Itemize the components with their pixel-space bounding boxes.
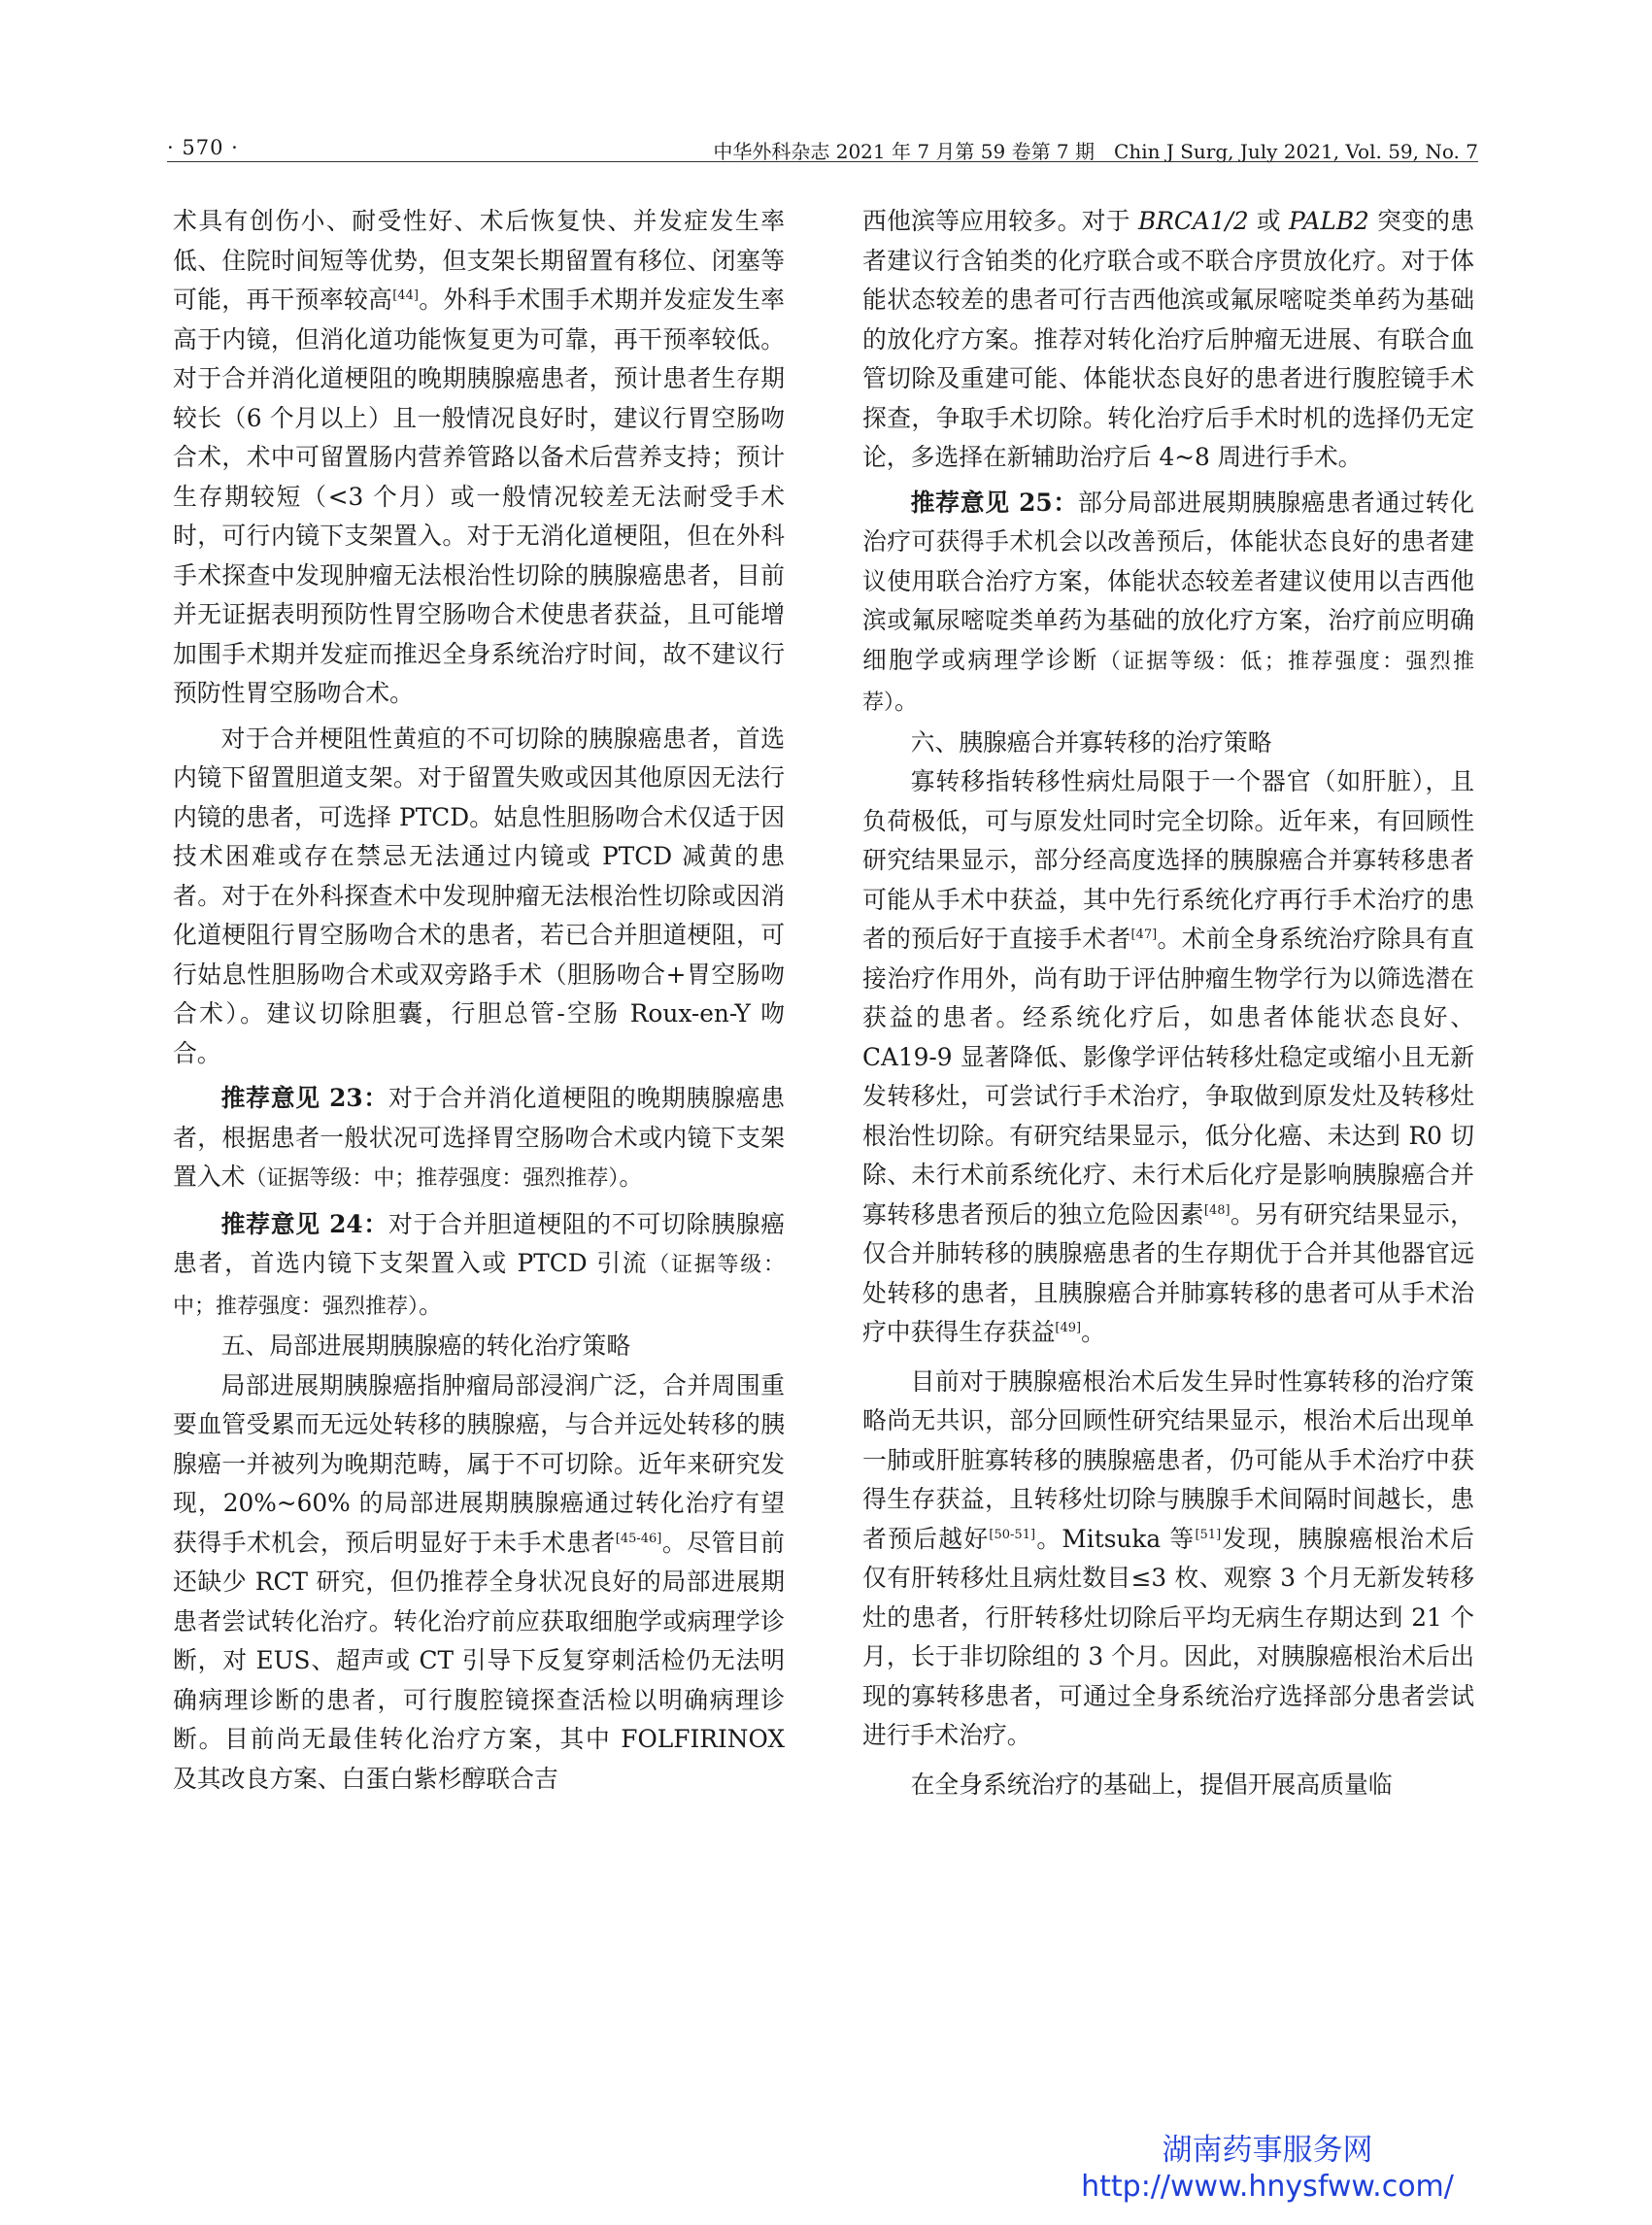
right-column — [862, 202, 1474, 1804]
paragraph: 西他滨等应用较多。对于 BRCA1/2 或 PALB2 突变的患者建议行含铂类的化疗联合或不联合序贯放化疗。对于体能状态较差的患者可行吉西他滨或氟尿嘧啶类单药为基础的放化疗方案。推荐对转化治疗后肿瘤无进展、有联合血管切除及重建可能、体能状态良好的患者进行腹腔镜手术探查，争取手术切除。转化治疗后手术时机的选择仍无定论，多选择在新辅助治疗后 4~8 周进行手术。 — [862, 207, 1475, 471]
citation: [45-46] — [615, 1531, 662, 1546]
paragraph: 术具有创伤小、耐受性好、术后恢复快、并发症发生率低、住院时间短等优势，但支架长期留置有移位、闭塞等可能，再干预率较高[44]。外科手术围手术期并发症发生率高于内镜，但消化道功能恢复更为可靠，再干预率较低。对于合并消化道梗阻的晚期胰腺癌患者，预计患者生存期较长（6 个月以上）且一般情况良好时，建议行胃空肠吻合术，术中可留置肠内营养管路以备术后营养支持；预计生存期较短（<3 个月）或一般情况较差无法耐受手术时，可行内镜下支架置入。对于无消化道梗阻，但在外科手术探查中发现肿瘤无法根治性切除的胰腺癌患者，目前并无证据表明预防性胃空肠吻合术使患者获益，且可能增加围手术期并发症而推迟全身系统治疗时间，故不建议行预防性胃空肠吻合术。 — [173, 207, 785, 707]
section-heading: 六、胰腺癌合并寡转移的治疗策略 — [910, 727, 1272, 757]
gene-name: PALB2 — [1289, 207, 1369, 235]
paragraph: 目前对于胰腺癌根治术后发生异时性寡转移的治疗策略尚无共识，部分回顾性研究结果显示，根治术后出现单一肺或肝脏寡转移的胰腺癌患者，仍可能从手术治疗中获得生存获益，且转移灶切除与胰腺手术间隔时间越长，患者预后越好[50-51]。Mitsuka 等[51]发现，胰腺癌根治术后仅有肝转移灶且病灶数目≤3 枚、观察 3 个月无新发转移灶的患者，行肝转移灶切除后平均无病生存期达到 21 个月，长于非切除组的 3 个月。因此，对胰腺癌根治术后出现的寡转移患者，可通过全身系统治疗选择部分患者尝试进行手术治疗。 — [862, 1366, 1474, 1749]
citation: [49] — [1055, 1321, 1082, 1335]
gene-name: BRCA1/2 — [1137, 207, 1249, 235]
page-number: · 570 · — [167, 136, 239, 159]
citation: [51] — [1195, 1527, 1222, 1542]
left-column — [173, 202, 785, 1799]
citation: [47] — [1130, 927, 1158, 942]
paragraph: 对于合并梗阻性黄疸的不可切除的胰腺癌患者，首选内镜下留置胆道支架。对于留置失败或因其他原因无法行内镜的患者，可选择 PTCD。姑息性胆肠吻合术仅适于因技术困难或存在禁忌无法通过内镜或 PTCD 减黄的患者。对于在外科探查术中发现肿瘤无法根治性切除或因消化道梗阻行胃空肠吻合术的患者，若已合并胆道梗阻，可行姑息性胆肠吻合术或双旁路手术（胆肠吻合+胃空肠吻合术）。建议切除胆囊，行胆总管-空肠 Roux-en-Y 吻合。 — [173, 724, 785, 1067]
section-heading: 五、局部进展期胰腺癌的转化治疗策略 — [220, 1332, 631, 1360]
evidence-level: （证据等级：中；推荐强度：强烈推荐） — [245, 1166, 620, 1191]
recommendation-label: 推荐意见 23： — [220, 1084, 388, 1112]
recommendation-23: 推荐意见 23：对于合并消化道梗阻的晚期胰腺癌患者，根据患者一般状况可选择胃空肠吻合术或内镜下支架置入术（证据等级：中；推荐强度：强烈推荐）。 — [173, 1084, 785, 1191]
recommendation-label: 推荐意见 25： — [910, 488, 1078, 517]
site-watermark — [1054, 2132, 1481, 2206]
evidence-level: （证据等级：中；推荐强度：强烈推荐） — [173, 1253, 785, 1319]
header-rule — [167, 161, 1478, 162]
recommendation-label: 推荐意见 24： — [220, 1209, 388, 1238]
recommendation-25: 推荐意见 25：部分局部进展期胰腺癌患者通过转化治疗可获得手术机会以改善预后，体能状态良好的患者建议使用联合治疗方案，体能状态较差者建议使用以吉西他滨或氟尿嘧啶类单药为基础的放化疗方案，治疗前应明确细胞学或病理学诊断（证据等级：低；推荐强度：强烈推荐）。 — [862, 488, 1474, 715]
paragraph: 在全身系统治疗的基础上，提倡开展高质量临 — [910, 1770, 1393, 1799]
paragraph: 寡转移指转移性病灶局限于一个器官（如肝脏），且负荷极低，可与原发灶同时完全切除。近年来，有回顾性研究结果显示，部分经高度选择的胰腺癌合并寡转移患者可能从手术中获益，其中先行系统化疗再行手术治疗的患者的预后好于直接手术者[47]。术前全身系统治疗除具有直接治疗作用外，尚有助于评估肿瘤生物学行为以筛选潜在获益的患者。经系统化疗后，如患者体能状态良好、CA19-9 显著降低、影像学评估转移灶稳定或缩小且无新发转移灶，可尝试行手术治疗，争取做到原发灶及转移灶根治性切除。有研究结果显示，低分化癌、未达到 R0 切除、未行术前系统化疗、未行术后化疗是影响胰腺癌合并寡转移患者预后的独立危险因素[48]。另有研究结果显示，仅合并肺转移的胰腺癌患者的生存期优于合并其他器官远处转移的患者，且胰腺癌合并肺寡转移的患者可从手术治疗中获得生存获益[49]。 — [862, 767, 1474, 1346]
paragraph: 局部进展期胰腺癌指肿瘤局部浸润广泛，合并周围重要血管受累而无远处转移的胰腺癌，与合并远处转移的胰腺癌一并被列为晚期范畴，属于不可切除。近年来研究发现，20%~60% 的局部进展期胰腺癌通过转化治疗有望获得手术机会，预后明显好于未手术患者[45-46]。尽管目前还缺少 RCT 研究，但仍推荐全身状况良好的局部进展期患者尝试转化治疗。转化治疗前应获取细胞学或病理学诊断，对 EUS、超声或 CT 引导下反复穿刺活检仍无法明确病理诊断的患者，可行腹腔镜探查活检以明确病理诊断。目前尚无最佳转化治疗方案，其中 FOLFIRINOX 及其改良方案、白蛋白紫杉醇联合吉 — [173, 1370, 785, 1793]
citation: [50-51] — [989, 1527, 1036, 1542]
watermark-site-name: 湖南药事服务网 — [1162, 2133, 1373, 2168]
citation: [48] — [1203, 1202, 1231, 1218]
watermark-url: http://www.hnysfww.com/ — [1081, 2170, 1454, 2204]
journal-citation: 中华外科杂志 2021 年 7 月第 59 卷第 7 期 Chin J Surg, July 2021, Vol. 59, No. 7 — [713, 140, 1478, 163]
evidence-level: （证据等级：低；推荐强度：强烈推荐） — [862, 649, 1474, 715]
recommendation-24: 推荐意见 24：对于合并胆道梗阻的不可切除胰腺癌患者，首选内镜下支架置入或 PTCD 引流（证据等级：中；推荐强度：强烈推荐）。 — [173, 1209, 785, 1319]
citation: [44] — [392, 288, 419, 303]
